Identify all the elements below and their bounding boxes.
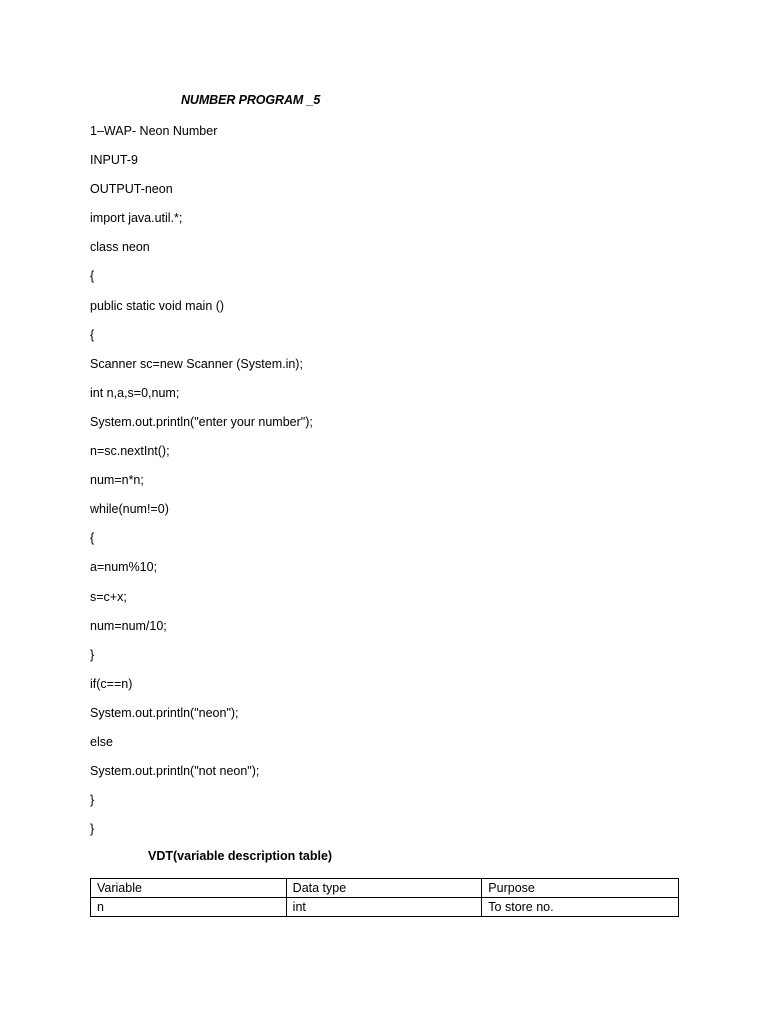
code-line: { — [90, 327, 95, 342]
code-line: import java.util.*; — [90, 211, 183, 226]
code-line: System.out.println("not neon"); — [90, 764, 260, 779]
column-header-variable: Variable — [91, 879, 287, 898]
code-line: } — [90, 793, 95, 808]
code-line: a=num%10; — [90, 560, 158, 575]
code-line: if(c==n) — [90, 676, 133, 691]
code-line: Scanner sc=new Scanner (System.in); — [90, 356, 303, 371]
variable-description-table — [90, 878, 679, 917]
text-line: INPUT-9 — [90, 153, 138, 168]
vdt-heading: VDT(variable description table) — [148, 849, 333, 863]
code-line: { — [90, 269, 95, 284]
table-cell-variable: n — [91, 898, 287, 917]
column-header-purpose: Purpose — [482, 879, 679, 898]
code-line: } — [90, 822, 95, 837]
code-line: while(num!=0) — [90, 502, 169, 517]
column-header-data-type: Data type — [286, 879, 482, 898]
code-listing — [90, 122, 313, 849]
text-line: OUTPUT-neon — [90, 182, 173, 197]
code-line: System.out.println("neon"); — [90, 705, 239, 720]
code-line: public static void main () — [90, 298, 225, 313]
code-line: s=c+x; — [90, 589, 127, 604]
code-line: num=n*n; — [90, 473, 144, 488]
text-line: 1–WAP- Neon Number — [90, 124, 218, 138]
table-cell-purpose: To store no. — [482, 898, 679, 917]
code-line: class neon — [90, 240, 150, 255]
code-line: { — [90, 531, 95, 546]
table-row — [91, 898, 679, 917]
code-line: n=sc.nextInt(); — [90, 444, 170, 459]
code-line: num=num/10; — [90, 618, 167, 633]
table-header-row — [91, 879, 679, 898]
page-title: NUMBER PROGRAM _5 — [181, 93, 321, 107]
code-line: System.out.println("enter your number"); — [90, 414, 313, 429]
code-line: int n,a,s=0,num; — [90, 385, 180, 400]
code-line: else — [90, 734, 113, 749]
table-cell-data-type: int — [286, 898, 482, 917]
code-line: } — [90, 647, 95, 662]
